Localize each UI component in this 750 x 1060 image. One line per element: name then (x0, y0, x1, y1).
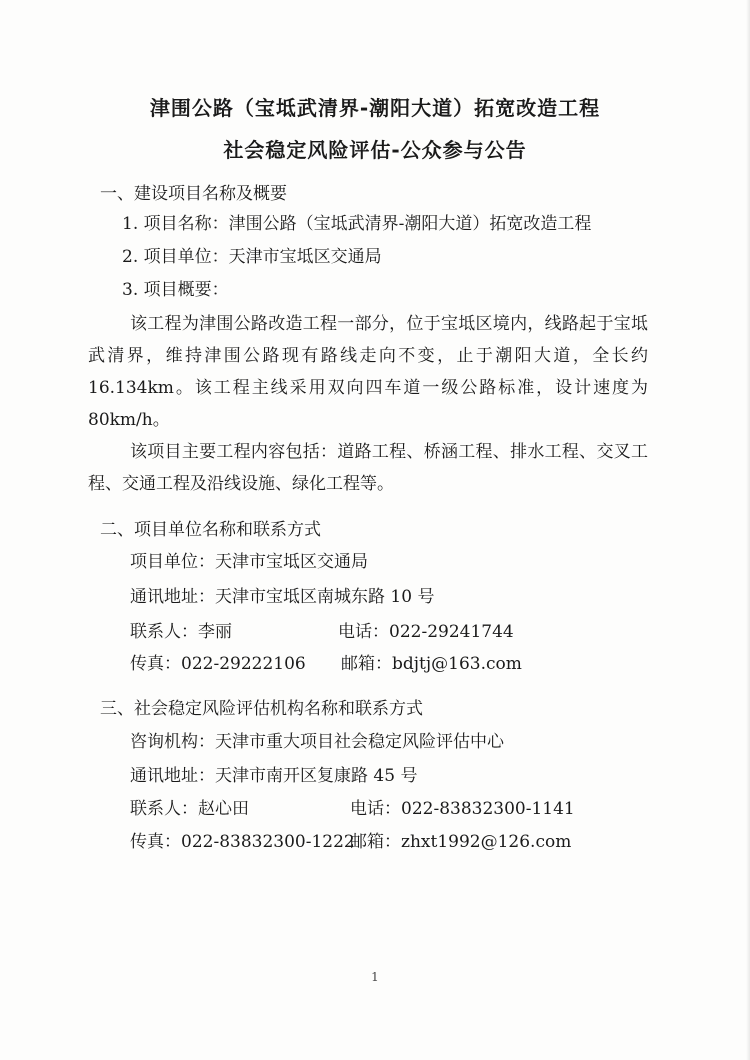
section-2-phone: 电话：022-29241744 (338, 622, 514, 642)
section-2-contact: 联系人：李丽 (130, 622, 232, 642)
section-2-email: 邮箱：bdjtj@163.com (341, 654, 522, 674)
section-3-email: 邮箱：zhxt1992@126.com (350, 832, 572, 852)
doc-title-line-2: 社会稳定风险评估-公众参与公告 (223, 138, 527, 162)
section-3-address: 通讯地址：天津市南开区复康路 45 号 (130, 766, 418, 786)
section-3-contact: 联系人：赵心田 (130, 799, 249, 819)
section-3-phone: 电话：022-83832300-1141 (350, 799, 575, 819)
project-overview-item: 3. 项目概要： (122, 280, 229, 300)
section-3-agency: 咨询机构：天津市重大项目社会稳定风险评估中心 (130, 732, 504, 752)
project-name-item: 1. 项目名称：津围公路（宝坻武清界-潮阳大道）拓宽改造工程 (122, 214, 592, 234)
section-3-heading: 三、社会稳定风险评估机构名称和联系方式 (100, 699, 423, 719)
section-2-fax: 传真：022-29222106 (130, 654, 306, 674)
page-number: 1 (371, 970, 379, 984)
project-scope-paragraph: 该项目主要工程内容包括：道路工程、桥涵工程、排水工程、交叉工程、交通工程及沿线设施、绿化工程等。 (88, 442, 648, 494)
section-2-heading: 二、项目单位名称和联系方式 (100, 520, 321, 540)
section-2-address: 通讯地址：天津市宝坻区南城东路 10 号 (130, 587, 435, 607)
project-overview-paragraph: 该工程为津围公路改造工程一部分，位于宝坻区境内，线路起于宝坻武清界，维持津围公路现有路线走向不变，止于潮阳大道，全长约16.134km。该工程主线采用双向四车道一级公路标准，设计速度为80km/h。 (88, 314, 648, 430)
section-2-unit: 项目单位：天津市宝坻区交通局 (130, 552, 368, 572)
doc-title-line-1: 津围公路（宝坻武清界-潮阳大道）拓宽改造工程 (149, 96, 601, 120)
project-unit-item: 2. 项目单位：天津市宝坻区交通局 (122, 247, 382, 267)
section-3-fax: 传真：022-83832300-1222 (130, 832, 355, 852)
section-1-heading: 一、建设项目名称及概要 (100, 184, 287, 204)
